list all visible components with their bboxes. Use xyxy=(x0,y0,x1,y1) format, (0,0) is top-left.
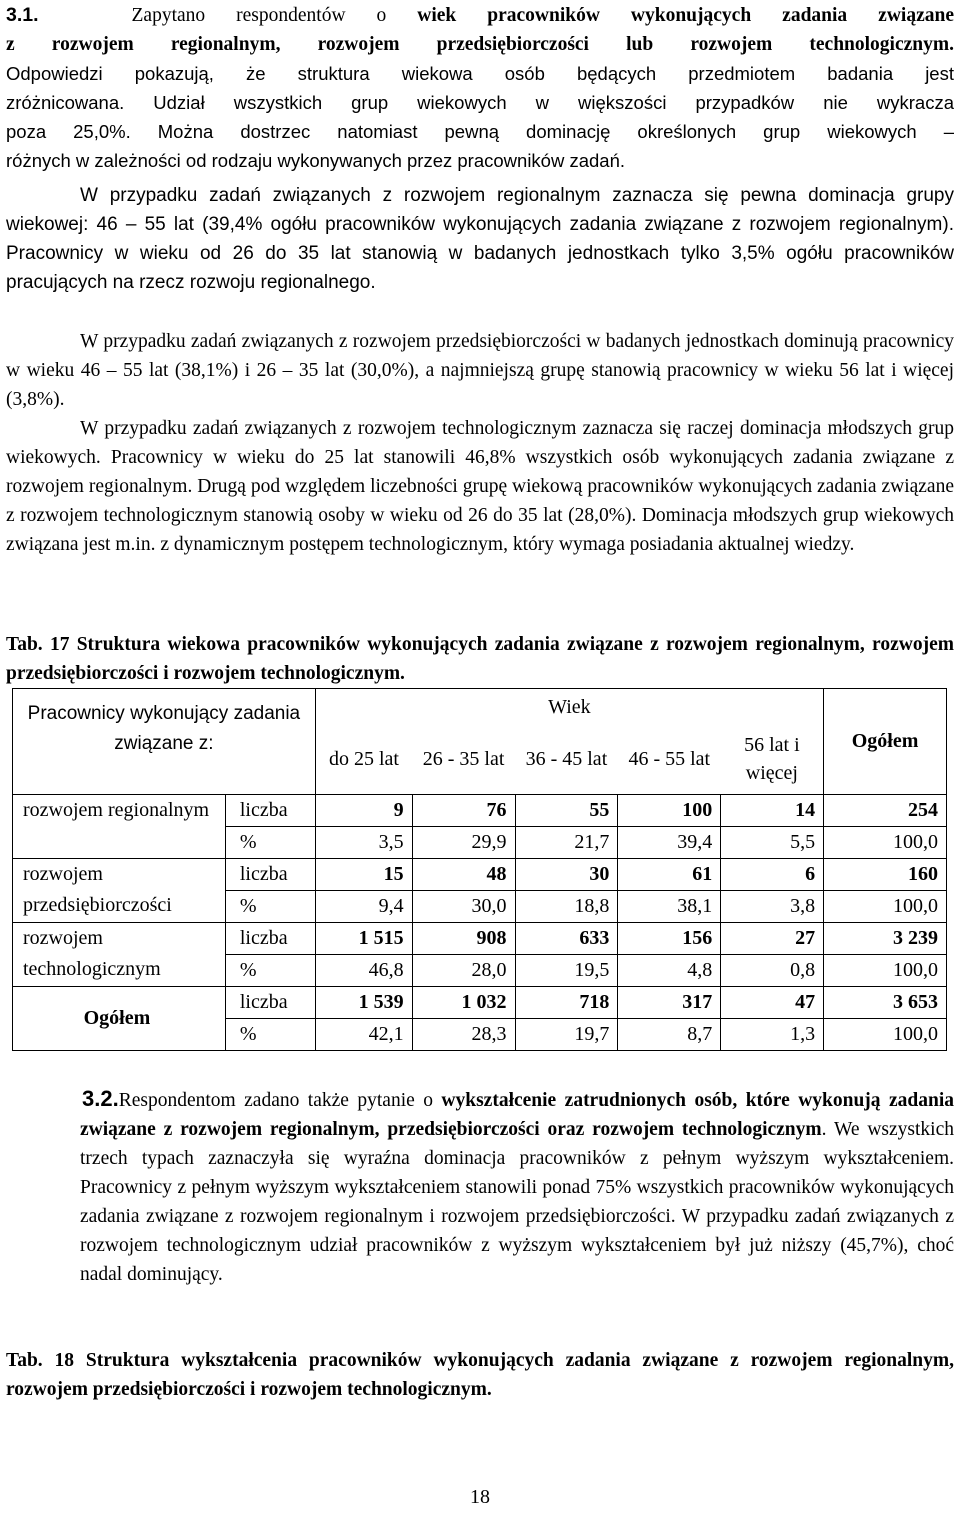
unit-cell: liczba xyxy=(225,859,315,891)
value-cell: 3 239 xyxy=(824,923,947,955)
value-cell: 18,8 xyxy=(515,891,618,923)
value-cell: 3,5 xyxy=(315,827,412,859)
value-cell: 3 653 xyxy=(824,987,947,1019)
bold-run: z rozwojem regionalnym, rozwojem przedsiębiorczości lub rozwojem technologicznym. xyxy=(6,34,954,55)
header-col-4: 46 - 55 lat xyxy=(618,724,721,795)
value-cell: 160 xyxy=(824,859,947,891)
header-col-2: 26 - 35 lat xyxy=(412,724,515,795)
value-cell: 0,8 xyxy=(721,955,824,987)
value-cell: 317 xyxy=(618,987,721,1019)
value-cell: 29,9 xyxy=(412,827,515,859)
value-cell: 14 xyxy=(721,795,824,827)
value-cell: 100,0 xyxy=(824,827,947,859)
value-cell: 1 515 xyxy=(315,923,412,955)
header-col-3: 36 - 45 lat xyxy=(515,724,618,795)
value-cell: 3,8 xyxy=(721,891,824,923)
value-cell: 9,4 xyxy=(315,891,412,923)
value-cell: 100,0 xyxy=(824,1019,947,1051)
unit-cell: liczba xyxy=(225,795,315,827)
value-cell: 48 xyxy=(412,859,515,891)
value-cell: 254 xyxy=(824,795,947,827)
value-cell: 47 xyxy=(721,987,824,1019)
group-label-total: Ogółem xyxy=(13,987,226,1051)
table-17-caption xyxy=(6,630,954,688)
group-label: rozwojem technologicznym xyxy=(13,923,226,987)
value-cell: 100,0 xyxy=(824,891,947,923)
unit-cell: % xyxy=(225,955,315,987)
age-structure-table xyxy=(12,688,947,1051)
value-cell: 19,7 xyxy=(515,1019,618,1051)
value-cell: 30 xyxy=(515,859,618,891)
value-cell: 156 xyxy=(618,923,721,955)
value-cell: 61 xyxy=(618,859,721,891)
paragraph-text: W przypadku zadań związanych z rozwojem przedsiębiorczości w badanych jednostkach dominują pracownicy w wieku 46 – 55 lat (38,1%) i 26 – 35 lat (30,0%), a najmniejszą grupę stanowią pracownicy w wieku 56 lat i więcej (3,8%). xyxy=(6,331,954,410)
value-cell: 1 032 xyxy=(412,987,515,1019)
unit-cell: % xyxy=(225,827,315,859)
group-label: rozwojem regionalnym xyxy=(13,795,226,859)
header-row-label: Pracownicy wykonujący zadania związane z: xyxy=(13,689,316,795)
value-cell: 633 xyxy=(515,923,618,955)
paragraph-text: W przypadku zadań związanych z rozwojem regionalnym zaznacza się pewna dominacja grupy wiekowej: 46 – 55 lat (39,4% ogółu pracowników wykonujących zadania związane z rozwojem regionalnym). Pracownicy w wieku od 26 do 35 lat stanowią w badanych jednostkach tylko 3,5% ogółu pracowników pracujących na rzecz rozwoju regionalnego. xyxy=(6,185,954,293)
value-cell: 21,7 xyxy=(515,827,618,859)
value-cell: 19,5 xyxy=(515,955,618,987)
value-cell: 30,0 xyxy=(412,891,515,923)
table-17 xyxy=(12,688,947,1051)
value-cell: 908 xyxy=(412,923,515,955)
value-cell: 42,1 xyxy=(315,1019,412,1051)
section-3-1-line-2 xyxy=(6,32,954,58)
table-row xyxy=(13,987,947,1019)
text-run: Zapytano respondentów o xyxy=(131,5,418,26)
paragraph-text: W przypadku zadań związanych z rozwojem technologicznym zaznacza się raczej dominacja młodszych grup wiekowych. Pracownicy w wieku do 25 lat stanowili 46,8% wszystkich osób wykonujących zadania związane z rozwojem regionalnym. Drugą pod względem liczebności grupę wiekową pracowników wykonujących zadania związane z rozwojem technologicznym stanowią osoby w wieku od 26 do 35 lat (28,0%). Dominacja młodszych grup wiekowych związana jest m.in. z dynamicznym postępem technologicznym, który wymaga posiadania aktualnej wiedzy. xyxy=(6,418,954,555)
value-cell: 28,3 xyxy=(412,1019,515,1051)
value-cell: 4,8 xyxy=(618,955,721,987)
section-3-2 xyxy=(80,1084,954,1289)
section-3-1-line-3 xyxy=(6,61,954,87)
paragraph-technological xyxy=(6,414,954,559)
value-cell: 1,3 xyxy=(721,1019,824,1051)
unit-cell: liczba xyxy=(225,923,315,955)
page-number: 18 xyxy=(470,1486,490,1508)
value-cell: 6 xyxy=(721,859,824,891)
table-row xyxy=(13,859,947,891)
table-row xyxy=(13,795,947,827)
value-cell: 1 539 xyxy=(315,987,412,1019)
header-col-5: 56 lat i więcej xyxy=(721,724,824,795)
unit-cell: % xyxy=(225,1019,315,1051)
text-run: różnych w zależności od rodzaju wykonywanych przez pracowników zadań. xyxy=(6,150,626,171)
unit-cell: liczba xyxy=(225,987,315,1019)
group-label: rozwojem przedsiębiorczości xyxy=(13,859,226,923)
value-cell: 46,8 xyxy=(315,955,412,987)
table-18-caption xyxy=(6,1346,954,1404)
text-run: Odpowiedzi pokazują, że struktura wiekowa osób będących przedmiotem badania jest xyxy=(6,63,954,84)
value-cell: 100 xyxy=(618,795,721,827)
value-cell: 76 xyxy=(412,795,515,827)
value-cell: 100,0 xyxy=(824,955,947,987)
paragraph-regional xyxy=(6,181,954,297)
bold-run: wykształcenie zatrudnionych osób, które wykonują zadania związane z rozwojem regionalnym, przedsiębiorczości oraz rozwojem technologicznym xyxy=(80,1090,955,1140)
section-3-1-line-4 xyxy=(6,90,954,116)
bold-run: wiek pracowników wykonujących zadania związane xyxy=(417,5,954,26)
text-run: Respondentom zadano także pytanie o xyxy=(118,1090,442,1111)
section-3-1-line-1 xyxy=(6,2,954,29)
caption-text: Tab. 18 Struktura wykształcenia pracowników wykonujących zadania związane z rozwojem regionalnym, rozwojem przedsiębiorczości i rozwojem technologicznym. xyxy=(6,1350,954,1400)
section-3-2-text xyxy=(80,1084,954,1289)
text-run: zróżnicowana. Udział wszystkich grup wiekowych w większości przypadków nie wykracza xyxy=(6,92,954,113)
value-cell: 15 xyxy=(315,859,412,891)
unit-cell: % xyxy=(225,891,315,923)
value-cell: 8,7 xyxy=(618,1019,721,1051)
section-3-1-line-6 xyxy=(6,148,954,174)
value-cell: 718 xyxy=(515,987,618,1019)
value-cell: 5,5 xyxy=(721,827,824,859)
value-cell: 38,1 xyxy=(618,891,721,923)
text-run: . We wszystkich trzech typach zaznaczyła się wyraźna dominacja pracowników z pełnym wyższym wykształceniem. Pracownicy z pełnym wyższym wykształceniem stanowili ponad 75% wszystkich pracowników wykonujących zadania związane z rozwojem regionalnym i rozwojem przedsiębiorczości. W przypadku zadań związanych z rozwojem technologicznym udział pracowników z wyższym wykształceniem był już niższy (45,7%), choć nadal dominujący. xyxy=(80,1119,954,1285)
value-cell: 39,4 xyxy=(618,827,721,859)
value-cell: 9 xyxy=(315,795,412,827)
value-cell: 27 xyxy=(721,923,824,955)
value-cell: 55 xyxy=(515,795,618,827)
caption-text: Tab. 17 Struktura wiekowa pracowników wykonujących zadania związane z rozwojem regionalnym, rozwojem przedsiębiorczości i rozwojem technologicznym. xyxy=(6,634,954,684)
header-total: Ogółem xyxy=(824,689,947,795)
header-wiek: Wiek xyxy=(315,689,823,725)
header-col-1: do 25 lat xyxy=(315,724,412,795)
table-row xyxy=(13,923,947,955)
section-number: 3.1. xyxy=(6,4,39,26)
paragraph-entrepreneurship xyxy=(6,327,954,414)
section-3-1-line-5 xyxy=(6,119,954,145)
section-number: 3.2. xyxy=(82,1086,119,1111)
value-cell: 28,0 xyxy=(412,955,515,987)
text-run: poza 25,0%. Można dostrzec natomiast pewną dominację określonych grup wiekowych – xyxy=(6,121,954,142)
